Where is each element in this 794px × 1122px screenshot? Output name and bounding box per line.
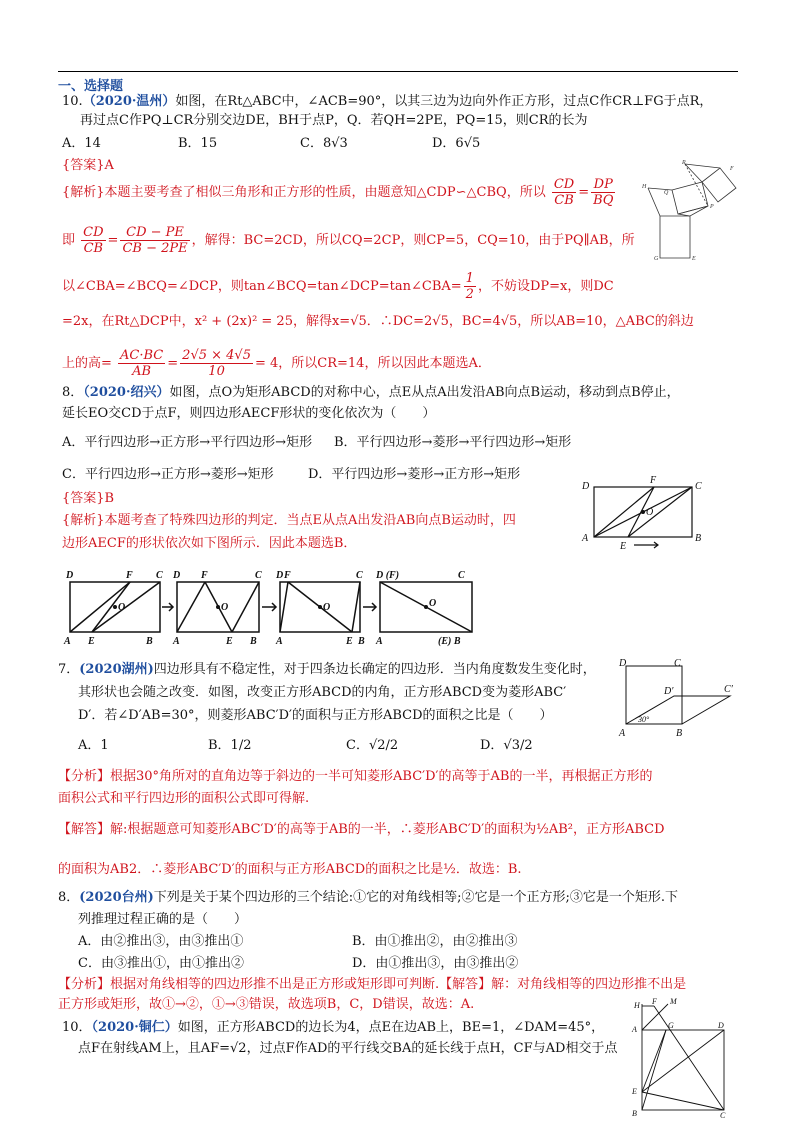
q8b-option-a: A．由②推出③，由③推出① bbox=[78, 934, 244, 949]
fig10-label-f: F bbox=[730, 166, 734, 172]
svg-text:H: H bbox=[634, 1001, 640, 1010]
svg-text:F: F bbox=[284, 570, 291, 581]
fig10-label-g: G bbox=[654, 256, 659, 262]
fig8-label-e: E bbox=[620, 541, 627, 552]
q8b-line1: 8．(2020台州)下列是关于某个四边形的三个结论:①它的对角线相等;②它是一个正方形;③它是一个矩形.下 bbox=[58, 890, 679, 905]
svg-text:O: O bbox=[118, 602, 126, 613]
svg-text:A: A bbox=[619, 728, 626, 739]
q10-line1: 10.（2020·温州）如图，在Rt△ABC中，∠ACB=90°，以其三边为边向外作正方形，过点C作CR⊥FG于点R， bbox=[62, 94, 713, 109]
q7-analysis-line1: 【分析】根据30°角所对的直角边等于斜边的一半可知菱形ABC′D′的高等于AB的一半，再根据正方形的 bbox=[58, 769, 653, 784]
q7-answer-line1: 【解答】解:根据题意可知菱形ABC′D′的高等于AB的一半，∴菱形ABC′D′的面积为½AB²，正方形ABCD bbox=[58, 822, 665, 837]
svg-text:B: B bbox=[358, 636, 365, 647]
svg-text:30°: 30° bbox=[638, 715, 650, 724]
svg-text:E: E bbox=[226, 636, 233, 647]
q7-analysis-line2: 面积公式和平行四边形的面积公式即可得解. bbox=[58, 791, 310, 806]
svg-text:E: E bbox=[88, 636, 95, 647]
svg-text:E: E bbox=[346, 636, 353, 647]
q7-answer-line2: 的面积为AB2．∴菱形ABC′D′的面积与正方形ABCD的面积之比是½．故选：B. bbox=[58, 862, 522, 877]
svg-text:A: A bbox=[276, 636, 283, 647]
svg-text:D (F): D (F) bbox=[376, 570, 400, 581]
svg-text:C: C bbox=[674, 658, 681, 669]
svg-text:C: C bbox=[458, 570, 465, 581]
q10-line2: 再过点C作PQ⊥CR分别交边DE，BH于点P，Q．若QH=2PE，PQ=15，则CR的长为 bbox=[80, 113, 588, 128]
q7-line2: 其形状也会随之改变．如图，改变正方形ABCD的内角，正方形ABCD变为菱形ABC′ bbox=[78, 685, 567, 700]
q7-line3: D′．若∠D′AB=30°，则菱形ABC′D′的面积与正方形ABCD的面积之比是（ ） bbox=[78, 708, 553, 723]
svg-text:E: E bbox=[632, 1087, 637, 1096]
svg-text:A: A bbox=[173, 636, 180, 647]
q8-option-a: A．平行四边形→正方形→平行四边形→矩形 bbox=[62, 435, 313, 450]
q10-solution-line5: 上的高= $\frac{AC\cdot BC}{AB}$ = $\frac{2√5 \times 4√5}{10}$ = 4，所以CR=14，所以因此本题选A． bbox=[62, 348, 491, 379]
svg-text:D′: D′ bbox=[664, 686, 674, 697]
section-title: 一、选择题 bbox=[58, 79, 124, 94]
svg-text:B: B bbox=[632, 1109, 637, 1118]
q10-figure bbox=[640, 160, 740, 268]
q8-figure bbox=[578, 475, 718, 555]
q7-figure bbox=[616, 656, 746, 742]
fig8-label-c: C bbox=[695, 481, 702, 492]
svg-text:C: C bbox=[255, 570, 262, 581]
svg-text:D: D bbox=[619, 658, 627, 669]
svg-text:C: C bbox=[720, 1111, 726, 1120]
fig8-label-b: B bbox=[695, 533, 702, 544]
q10b-figure bbox=[628, 996, 736, 1120]
fig10-label-r: R bbox=[682, 160, 686, 166]
svg-text:(E) B: (E) B bbox=[438, 636, 461, 647]
q8-option-d: D．平行四边形→菱形→正方形→矩形 bbox=[308, 467, 521, 482]
q8b-option-d: D．由①推出③，由③推出② bbox=[352, 956, 519, 971]
q8-option-c: C．平行四边形→正方形→菱形→矩形 bbox=[62, 467, 274, 482]
q10-option-d: D．6√5 bbox=[432, 136, 481, 151]
fig8-label-d: D bbox=[582, 481, 590, 492]
svg-text:C: C bbox=[156, 570, 163, 581]
fig8-label-f: F bbox=[650, 475, 657, 486]
q8-line2: 延长EO交CD于点F，则四边形AECF形状的变化依次为（ ） bbox=[62, 406, 436, 421]
fig10-label-q: Q bbox=[664, 190, 669, 196]
q8-stages-figure bbox=[60, 566, 480, 648]
q8-answer: {答案}B bbox=[62, 491, 115, 506]
q8-option-b: B．平行四边形→菱形→平行四边形→矩形 bbox=[334, 435, 572, 450]
q10b-line1: 10．（2020·铜仁）如图，正方形ABCD的边长为4，点E在边AB上，BE=1，∠DAM=45°， bbox=[62, 1020, 605, 1035]
q10-solution-line1: {解析}本题主要考查了相似三角形和正方形的性质，由题意知△CDP∽△CBQ，所以 $\frac{CD}{CB}$ = $\frac{DP}{BQ}$ bbox=[62, 177, 614, 208]
q8b-option-c: C．由③推出①，由①推出② bbox=[78, 956, 244, 971]
svg-text:O: O bbox=[323, 602, 331, 613]
q8b-line2: 列推理过程正确的是（ ） bbox=[78, 912, 248, 927]
q8b-option-b: B．由①推出②，由②推出③ bbox=[352, 934, 518, 949]
svg-text:F: F bbox=[201, 570, 208, 581]
q10b-line2: 点F在射线AM上，且AF=√2，过点F作AD的平行线交BA的延长线于点H，CF与AD相交于点 bbox=[78, 1041, 618, 1056]
q10-option-b: B．15 bbox=[178, 136, 218, 151]
q7-option-a: A．1 bbox=[78, 738, 109, 753]
q8b-analysis-line1: 【分析】根据对角线相等的四边形推不出是正方形或矩形即可判断.【解答】解：对角线相等的四边形推不出是 bbox=[58, 977, 687, 992]
fig10-label-e: E bbox=[692, 256, 696, 262]
q10-option-c: C．8√3 bbox=[300, 136, 348, 151]
svg-text:B: B bbox=[250, 636, 257, 647]
fig10-label-p: P bbox=[710, 204, 714, 210]
svg-text:F: F bbox=[652, 997, 657, 1006]
q8-solution-line2: 边形AECF的形状依次如下图所示．因此本题选B． bbox=[62, 536, 357, 551]
svg-text:C: C bbox=[356, 570, 363, 581]
svg-text:D: D bbox=[276, 570, 284, 581]
q7-option-b: B．1/2 bbox=[208, 738, 252, 753]
q8-solution-line1: {解析}本题考查了特殊四边形的判定．当点E从点A出发沿AB向点B运动时，四 bbox=[62, 513, 516, 528]
q10-solution-line2: 即 $\frac{CD}{CB}$ = $\frac{CD - PE}{CB - 2PE}$ ，解得：BC=2CD，所以CQ=2CP，则CP=5，CQ=10，由于PQ∥AB，所 bbox=[62, 225, 635, 256]
q10-solution-line3: 以∠CBA=∠BCQ=∠DCP，则tan∠BCQ=tan∠DCP=tan∠CBA= $\frac{1}{2}$ ，不妨设DP=x，则DC bbox=[62, 271, 614, 302]
fig8-label-a: A bbox=[582, 533, 589, 544]
fig10-label-h: H bbox=[642, 184, 647, 190]
top-rule bbox=[58, 71, 738, 72]
svg-text:M: M bbox=[670, 997, 677, 1006]
svg-text:D: D bbox=[718, 1021, 724, 1030]
svg-text:A: A bbox=[64, 636, 71, 647]
q8-line1: 8．（2020·绍兴）如图，点O为矩形ABCD的对称中心，点E从点A出发沿AB向点B运动，移动到点B停止， bbox=[62, 385, 680, 400]
svg-text:A: A bbox=[632, 1025, 637, 1034]
svg-text:D: D bbox=[173, 570, 181, 581]
q10-answer: {答案}A bbox=[62, 158, 114, 173]
svg-text:C′: C′ bbox=[724, 684, 733, 695]
q7-option-d: D．√3/2 bbox=[480, 738, 533, 753]
q7-line1: 7．(2020湖州)四边形具有不稳定性，对于四条边长确定的四边形．当内角度数发生变化时， bbox=[58, 662, 596, 677]
q10-solution-line4: =2x，在Rt△DCP中，x² + (2x)² = 25，解得x=√5．∴DC=2√5，BC=4√5，所以AB=10，△ABC的斜边 bbox=[62, 314, 694, 329]
svg-text:G: G bbox=[668, 1021, 674, 1030]
fig8-label-o: O bbox=[646, 507, 654, 518]
q8b-analysis-line2: 正方形或矩形，故①→②，①→③错误，故选项B，C，D错误，故选：A. bbox=[58, 997, 475, 1012]
svg-text:D: D bbox=[66, 570, 74, 581]
svg-text:B: B bbox=[676, 728, 683, 739]
q7-option-c: C．√2/2 bbox=[346, 738, 399, 753]
svg-text:O: O bbox=[221, 602, 229, 613]
svg-text:O: O bbox=[429, 598, 437, 609]
svg-text:A: A bbox=[376, 636, 383, 647]
svg-text:B: B bbox=[146, 636, 153, 647]
q10-option-a: A．14 bbox=[62, 136, 101, 151]
svg-text:F: F bbox=[126, 570, 133, 581]
